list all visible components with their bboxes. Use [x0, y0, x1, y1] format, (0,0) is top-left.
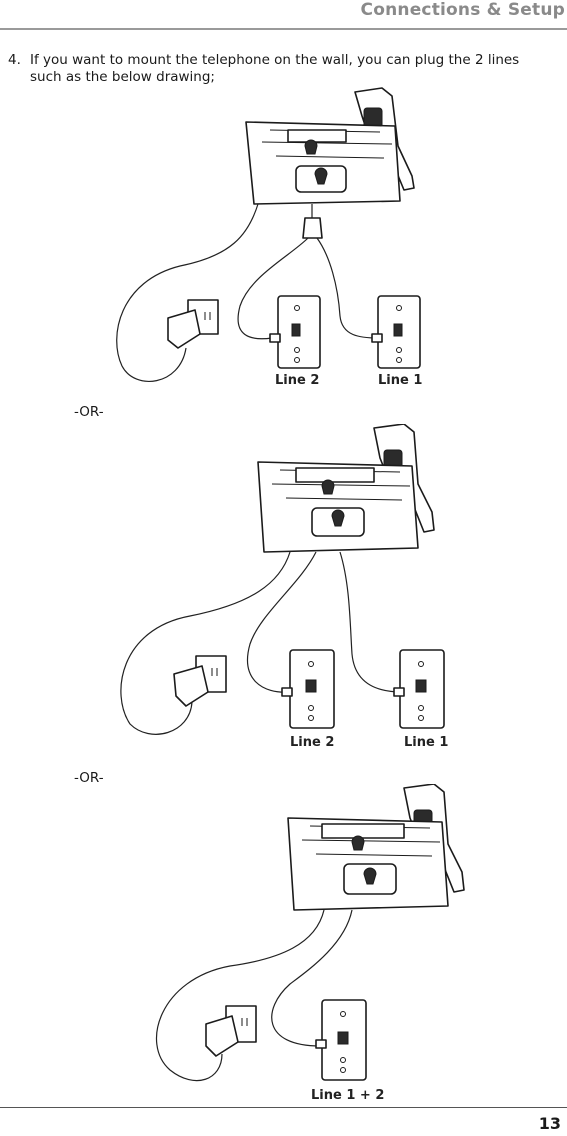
- jack-label: Line 1: [378, 373, 423, 388]
- or-separator: -OR-: [74, 404, 104, 420]
- wall-mount-diagram-single-jack: [0, 784, 567, 1104]
- instruction-step: [8, 52, 553, 86]
- page-number: 13: [538, 1114, 561, 1133]
- step-text: If you want to mount the telephone on the wall, you can plug the 2 lines such as the below drawing;: [30, 52, 520, 85]
- step-number: 4.: [8, 52, 21, 68]
- jack-label: Line 2: [290, 735, 335, 750]
- section-title: Connections & Setup: [360, 0, 565, 20]
- wall-mount-diagram-splitter: [0, 86, 567, 396]
- or-separator: -OR-: [74, 770, 104, 786]
- wall-mount-diagram-two-jacks: [0, 424, 567, 754]
- footer-divider: [0, 1107, 567, 1108]
- splitter-icon: [303, 218, 322, 238]
- header-divider: [0, 28, 567, 30]
- power-adapter-icon: [174, 666, 208, 706]
- jack-label: Line 2: [275, 373, 320, 388]
- power-adapter-icon: [206, 1016, 238, 1056]
- power-adapter-icon: [168, 310, 200, 348]
- jack-label: Line 1: [404, 735, 449, 750]
- jack-label: Line 1 + 2: [311, 1088, 385, 1103]
